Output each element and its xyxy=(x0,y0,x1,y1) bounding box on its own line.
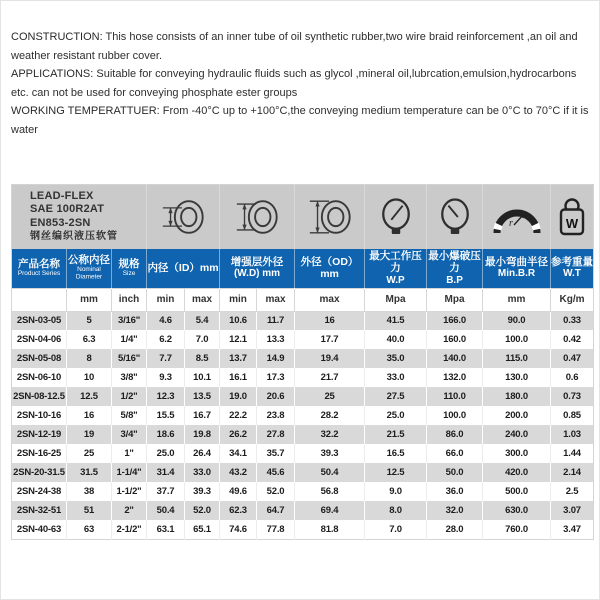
table-cell: 50.4 xyxy=(295,463,365,482)
table-cell: 1.44 xyxy=(563,448,581,459)
table-cell: 5 xyxy=(67,311,112,330)
col-header-cn: 最大工作压力 xyxy=(369,249,422,274)
table-row xyxy=(12,406,594,425)
reinforcement-diameter-icon xyxy=(220,185,295,249)
table-row xyxy=(12,501,594,520)
table-cell: 2.5 xyxy=(565,486,579,497)
working-temperature-paragraph xyxy=(11,102,594,139)
table-cell: 100.0 xyxy=(483,330,551,349)
table-cell: 14.9 xyxy=(257,349,295,368)
table-cell: 5/16" xyxy=(112,349,147,368)
col-header-outer-diameter xyxy=(295,249,365,289)
product-code-cell: 2SN-08-12.5 xyxy=(12,387,67,406)
table-cell: 45.6 xyxy=(257,463,295,482)
table-cell: 31.4 xyxy=(147,463,185,482)
product-code-cell: 2SN-16-25 xyxy=(12,444,67,463)
working-temperature-label: WORKING TEMPERATTUER: xyxy=(11,105,160,117)
table-cell: 160.0 xyxy=(427,330,483,349)
construction-label: CONSTRUCTION: xyxy=(11,31,103,43)
col-header-product-series xyxy=(12,249,67,289)
table-cell: 27.8 xyxy=(257,425,295,444)
table-cell: 69.4 xyxy=(295,501,365,520)
col-header-cn: 规格 xyxy=(118,257,140,270)
table-cell: 25.0 xyxy=(147,444,185,463)
table-cell: 1-1/2" xyxy=(112,482,147,501)
table-cell: 35.7 xyxy=(257,444,295,463)
table-cell: 18.6 xyxy=(147,425,185,444)
table-cell: 3.07 xyxy=(563,505,581,516)
applications-text: Suitable for conveying hydraulic fluids such as glycol ,mineral oil,lubrcation,emulsion,hydrocarbons etc. can not be used for conveying phosphate ester groups xyxy=(11,68,577,99)
table-cell: 240.0 xyxy=(483,425,551,444)
table-cell: 0.85 xyxy=(563,410,581,421)
table-cell: 15.5 xyxy=(147,406,185,425)
table-cell: 6.2 xyxy=(147,330,185,349)
table-cell: 49.6 xyxy=(220,482,257,501)
col-header-weight xyxy=(551,249,594,289)
col-header-cn: 产品名称 xyxy=(18,257,60,270)
unit-cell: mm xyxy=(483,288,551,311)
unit-cell: min xyxy=(147,288,185,311)
table-cell: 10 xyxy=(67,368,112,387)
construction-text: This hose consists of an inner tube of oil synthetic rubber,two wire braid reinforcement ,an oil and weather resistant rubber cover. xyxy=(11,31,578,62)
table-cell: 22.2 xyxy=(220,406,257,425)
table-cell: 25 xyxy=(67,444,112,463)
intro-text-block xyxy=(11,28,594,139)
col-header-en: W.P xyxy=(386,274,405,286)
table-cell: 8 xyxy=(67,349,112,368)
unit-cell: Mpa xyxy=(427,288,483,311)
col-header-cn: 公称内径 xyxy=(68,253,110,266)
col-header-en: Product Series xyxy=(17,270,61,278)
table-cell: 12.3 xyxy=(147,387,185,406)
table-cell: 0.47 xyxy=(563,353,581,364)
col-header-cn: 内径（ID）mm xyxy=(147,261,219,274)
table-row xyxy=(12,330,594,349)
unit-cell: Mpa xyxy=(365,288,427,311)
table-cell: 420.0 xyxy=(483,463,551,482)
table-cell: 56.8 xyxy=(295,482,365,501)
table-cell: 37.7 xyxy=(147,482,185,501)
col-header-inner-diameter xyxy=(147,249,220,289)
table-cell: 52.0 xyxy=(257,482,295,501)
table-cell: 9.0 xyxy=(365,482,427,501)
table-cell: 40.0 xyxy=(365,330,427,349)
col-header-cn: 最小弯曲半径 xyxy=(485,255,549,268)
table-cell: 34.1 xyxy=(220,444,257,463)
table-cell: 110.0 xyxy=(427,387,483,406)
product-code-cell: 2SN-03-05 xyxy=(12,311,67,330)
table-cell: 43.2 xyxy=(220,463,257,482)
table-cell: 11.7 xyxy=(257,311,295,330)
table-row xyxy=(12,444,594,463)
table-cell: 81.8 xyxy=(295,520,365,539)
construction-paragraph xyxy=(11,28,594,65)
product-brand-block xyxy=(12,185,147,249)
table-cell: 41.5 xyxy=(365,311,427,330)
col-header-reinforcement-od xyxy=(220,249,295,289)
table-cell: 1" xyxy=(112,444,147,463)
table-cell: 1-1/4" xyxy=(112,463,147,482)
table-cell: 2" xyxy=(112,501,147,520)
table-cell: 3/8" xyxy=(112,368,147,387)
table-cell: 13.7 xyxy=(220,349,257,368)
table-row xyxy=(12,368,594,387)
unit-cell: inch xyxy=(112,288,147,311)
table-cell: 180.0 xyxy=(483,387,551,406)
table-cell: 39.3 xyxy=(295,444,365,463)
table-cell: 130.0 xyxy=(483,368,551,387)
table-cell: 3/4" xyxy=(112,425,147,444)
table-cell: 65.1 xyxy=(185,520,220,539)
table-cell: 26.2 xyxy=(220,425,257,444)
table-row xyxy=(12,387,594,406)
weight-icon xyxy=(551,185,594,249)
product-code-cell: 2SN-12-19 xyxy=(12,425,67,444)
col-header-en: B.P xyxy=(446,274,463,286)
table-cell: 4.6 xyxy=(147,311,185,330)
table-cell: 28.2 xyxy=(295,406,365,425)
table-cell: 7.0 xyxy=(185,330,220,349)
inner-diameter-icon xyxy=(147,185,220,249)
product-code-cell: 2SN-04-06 xyxy=(12,330,67,349)
table-cell: 3/16" xyxy=(112,311,147,330)
table-cell: 74.6 xyxy=(220,520,257,539)
unit-cell: max xyxy=(185,288,220,311)
table-cell: 35.0 xyxy=(365,349,427,368)
table-cell: 21.7 xyxy=(295,368,365,387)
table-units-row xyxy=(12,288,594,311)
table-cell: 52.0 xyxy=(185,501,220,520)
col-header-nominal-diameter xyxy=(67,249,112,289)
table-cell: 77.8 xyxy=(257,520,295,539)
table-cell: 9.3 xyxy=(147,368,185,387)
col-header-cn: 最小爆破压力 xyxy=(428,249,481,274)
table-row xyxy=(12,463,594,482)
bend-radius-icon xyxy=(483,185,551,249)
hose-spec-table xyxy=(11,184,594,540)
unit-cell: mm xyxy=(67,288,112,311)
unit-cell: max xyxy=(295,288,365,311)
product-code-cell: 2SN-05-08 xyxy=(12,349,67,368)
table-cell: 10.6 xyxy=(220,311,257,330)
table-cell: 38 xyxy=(67,482,112,501)
table-cell: 8.5 xyxy=(185,349,220,368)
working-pressure-gauge-icon xyxy=(365,185,427,249)
table-cell: 21.5 xyxy=(365,425,427,444)
table-cell: 26.4 xyxy=(185,444,220,463)
table-cell: 32.0 xyxy=(427,501,483,520)
brand-line-1: LEAD-FLEX xyxy=(30,189,94,202)
table-cell: 8.0 xyxy=(365,501,427,520)
table-cell: 0.42 xyxy=(563,334,581,345)
table-cell: 2.14 xyxy=(563,467,581,478)
working-temperature-text: From -40°C up to +100°C,the conveying medium temperature can be 0°C to 70°C if it is water xyxy=(11,105,589,136)
unit-cell: Kg/m xyxy=(551,288,594,311)
unit-cell: max xyxy=(257,288,295,311)
table-cell: 1.03 xyxy=(563,429,581,440)
table-cell: 10.1 xyxy=(185,368,220,387)
applications-paragraph xyxy=(11,65,594,102)
table-cell: 50.0 xyxy=(427,463,483,482)
table-row xyxy=(12,311,594,330)
product-code-cell: 2SN-10-16 xyxy=(12,406,67,425)
col-header-en: (W.D) mm xyxy=(233,268,281,280)
table-cell: 140.0 xyxy=(427,349,483,368)
table-cell: 6.3 xyxy=(67,330,112,349)
table-cell: 16 xyxy=(295,311,365,330)
table-cell: 166.0 xyxy=(427,311,483,330)
table-row xyxy=(12,520,594,539)
table-cell: 25.0 xyxy=(365,406,427,425)
table-cell: 50.4 xyxy=(147,501,185,520)
table-cell: 100.0 xyxy=(427,406,483,425)
burst-pressure-gauge-icon xyxy=(427,185,483,249)
table-cell: 0.6 xyxy=(565,372,579,383)
brand-line-3: EN853-2SN xyxy=(30,216,91,229)
col-header-en: Size xyxy=(122,270,136,278)
table-cell: 16.5 xyxy=(365,444,427,463)
table-body xyxy=(12,311,594,539)
col-header-en: Min.B.R xyxy=(497,268,536,280)
unit-cell xyxy=(12,288,67,311)
table-row xyxy=(12,425,594,444)
table-cell: 0.73 xyxy=(563,391,581,402)
table-row xyxy=(12,349,594,368)
brand-line-cn: 钢丝编织液压软管 xyxy=(30,231,118,243)
table-cell: 51 xyxy=(67,501,112,520)
product-code-cell: 2SN-20-31.5 xyxy=(12,463,67,482)
table-cell: 23.8 xyxy=(257,406,295,425)
table-cell: 17.7 xyxy=(295,330,365,349)
col-header-en: W.T xyxy=(563,268,581,280)
table-cell: 760.0 xyxy=(483,520,551,539)
table-cell: 300.0 xyxy=(483,444,551,463)
table-cell: 63.1 xyxy=(147,520,185,539)
table-cell: 12.5 xyxy=(365,463,427,482)
table-cell: 32.2 xyxy=(295,425,365,444)
table-cell: 17.3 xyxy=(257,368,295,387)
table-cell: 200.0 xyxy=(483,406,551,425)
brand-line-2: SAE 100R2AT xyxy=(30,203,105,216)
table-cell: 1/4" xyxy=(112,330,147,349)
product-code-cell: 2SN-06-10 xyxy=(12,368,67,387)
table-cell: 2-1/2" xyxy=(112,520,147,539)
col-header-working-pressure xyxy=(365,249,427,289)
table-cell: 16.7 xyxy=(185,406,220,425)
table-cell: 500.0 xyxy=(483,482,551,501)
table-cell: 39.3 xyxy=(185,482,220,501)
product-code-cell: 2SN-32-51 xyxy=(12,501,67,520)
table-cell: 33.0 xyxy=(365,368,427,387)
table-cell: 13.5 xyxy=(185,387,220,406)
table-cell: 5.4 xyxy=(185,311,220,330)
outer-diameter-icon xyxy=(295,185,365,249)
table-cell: 86.0 xyxy=(427,425,483,444)
col-header-cn: 外径（OD）mm xyxy=(300,255,359,280)
table-cell: 62.3 xyxy=(220,501,257,520)
table-cell: 19.8 xyxy=(185,425,220,444)
col-header-size xyxy=(112,249,147,289)
col-header-bend-radius xyxy=(483,249,551,289)
unit-cell: min xyxy=(220,288,257,311)
table-icon-band-row xyxy=(12,185,594,249)
table-cell: 31.5 xyxy=(67,463,112,482)
table-cell: 12.5 xyxy=(67,387,112,406)
applications-label: APPLICATIONS: xyxy=(11,68,94,80)
table-cell: 19.4 xyxy=(295,349,365,368)
col-header-en: Nominal Diameter xyxy=(75,266,103,281)
table-cell: 16 xyxy=(67,406,112,425)
table-cell: 90.0 xyxy=(483,311,551,330)
col-header-cn: 参考重量 xyxy=(551,255,594,268)
table-cell: 115.0 xyxy=(483,349,551,368)
svg-text:W: W xyxy=(565,215,579,231)
table-cell: 25 xyxy=(295,387,365,406)
table-cell: 28.0 xyxy=(427,520,483,539)
table-cell: 36.0 xyxy=(427,482,483,501)
table-cell: 0.33 xyxy=(563,315,581,327)
table-cell: 630.0 xyxy=(483,501,551,520)
product-code-cell: 2SN-40-63 xyxy=(12,520,67,539)
table-cell: 66.0 xyxy=(427,444,483,463)
table-cell: 12.1 xyxy=(220,330,257,349)
table-cell: 27.5 xyxy=(365,387,427,406)
table-cell: 33.0 xyxy=(185,463,220,482)
table-cell: 3.47 xyxy=(563,523,581,535)
table-cell: 19 xyxy=(67,425,112,444)
table-row xyxy=(12,482,594,501)
table-cell: 63 xyxy=(67,520,112,539)
table-cell: 5/8" xyxy=(112,406,147,425)
col-header-cn: 增强层外径 xyxy=(230,255,284,268)
table-header-row xyxy=(12,249,594,289)
table-cell: 132.0 xyxy=(427,368,483,387)
table-cell: 20.6 xyxy=(257,387,295,406)
table-cell: 7.7 xyxy=(147,349,185,368)
table-cell: 19.0 xyxy=(220,387,257,406)
table-cell: 64.7 xyxy=(257,501,295,520)
table-cell: 16.1 xyxy=(220,368,257,387)
table-cell: 7.0 xyxy=(365,520,427,539)
table-cell: 13.3 xyxy=(257,330,295,349)
product-code-cell: 2SN-24-38 xyxy=(12,482,67,501)
svg-text:r: r xyxy=(508,217,513,229)
col-header-burst-pressure xyxy=(427,249,483,289)
table-cell: 1/2" xyxy=(112,387,147,406)
